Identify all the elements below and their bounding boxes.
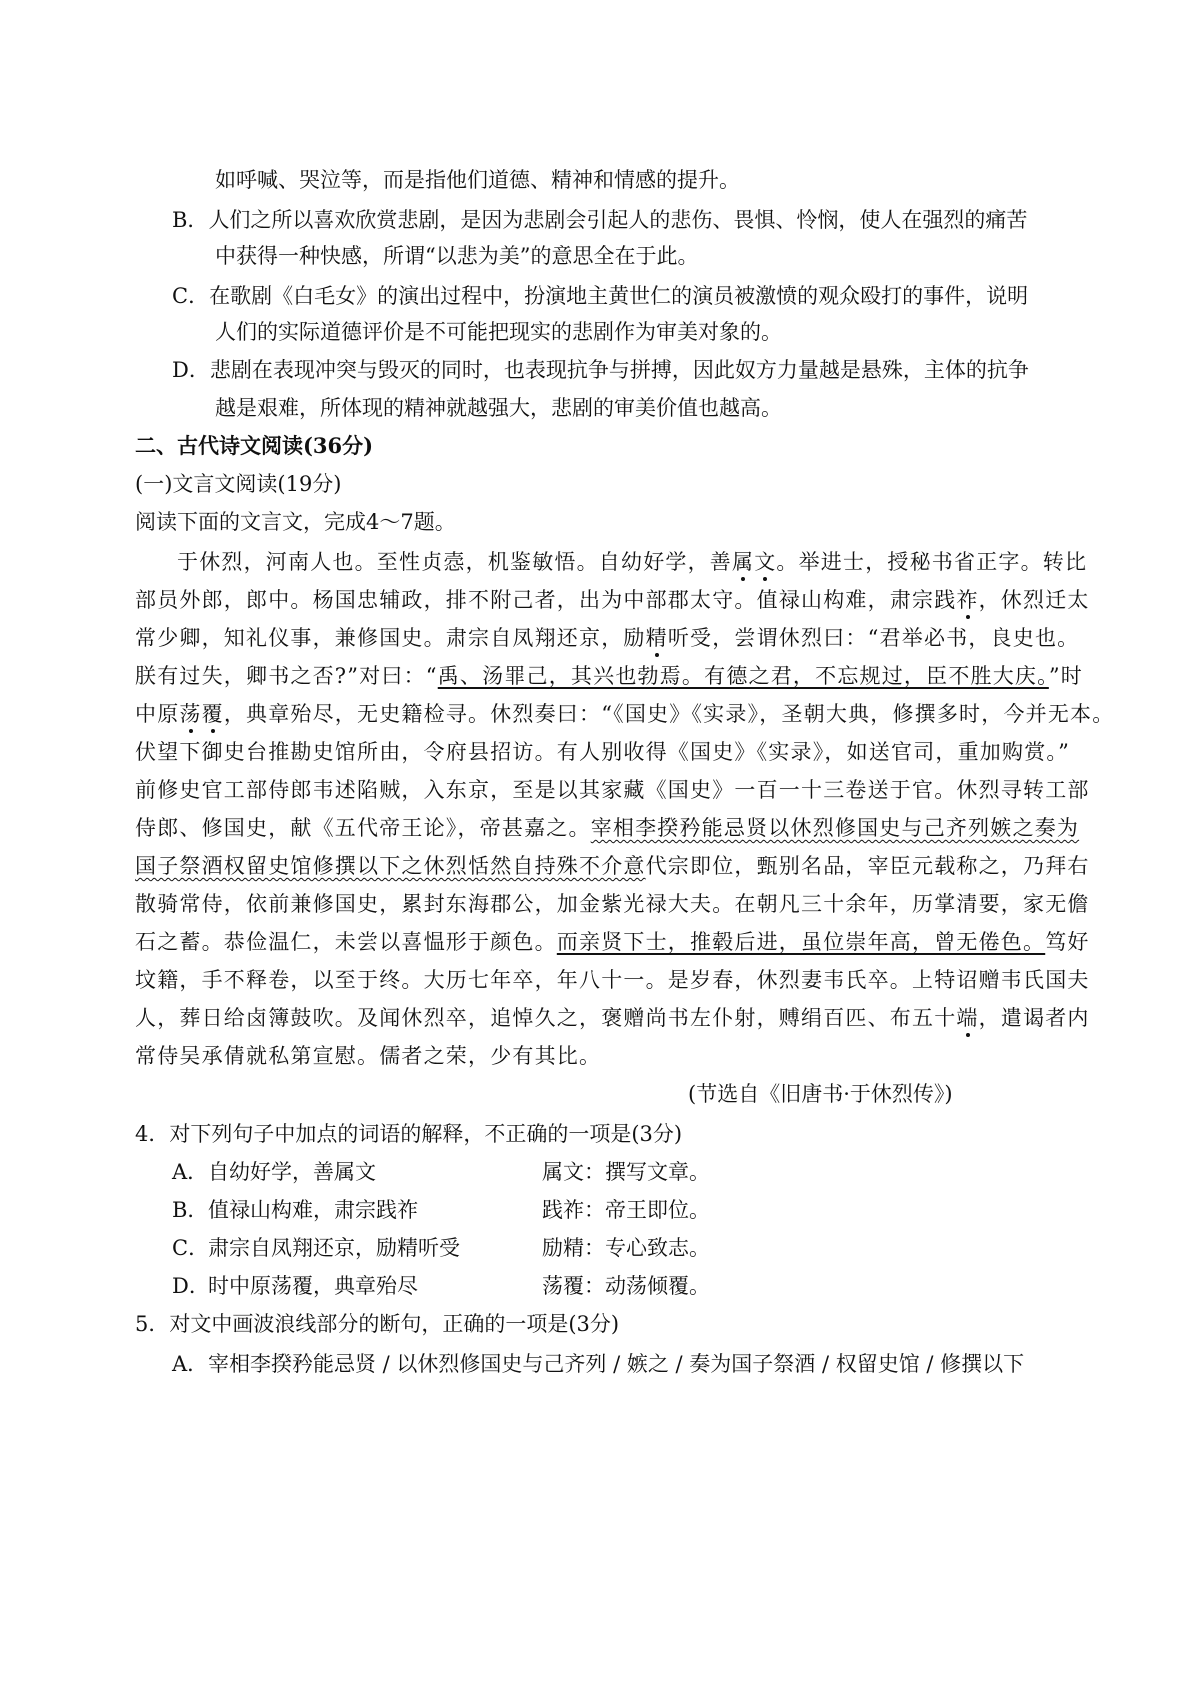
question-4-option-c: C．肃宗自凤翔还京，励精听受 励精：专心致志。 (172, 1236, 710, 1260)
option-c-line2: 人们的实际道德评价是不可能把现实的悲剧作为审美对象的。 (215, 320, 782, 344)
passage-line: 伏望下御史台推勘史馆所由，令府县招访。有人别收得《国史》《实录》，如送官司，重加购赏。” (135, 740, 1071, 764)
question-4-stem: 4．对下列句子中加点的词语的解释，不正确的一项是(3分) (135, 1122, 683, 1146)
question-5-stem: 5．对文中画波浪线部分的断句，正确的一项是(3分) (135, 1312, 620, 1336)
dotted-char: 覆 (201, 702, 224, 726)
passage-line: 朕有过失，卿书之否?”对曰：“禹、汤罪己，其兴也勃焉。有德之君，不忘规过，臣不胜大庆。”时 (135, 664, 1083, 688)
question-4-option-b: B．值禄山构难，肃宗践祚 践祚：帝王即位。 (172, 1198, 710, 1222)
dotted-char: 精 (645, 626, 668, 650)
dotted-char: 属 (732, 550, 755, 574)
passage-line: 石之蓄。恭俭温仁，未尝以喜愠形于颜色。而亲贤下士，推毂后进，虽位崇年高，曾无倦色。笃好 (135, 930, 1090, 954)
option-b-line2: 中获得一种快感，所谓“以悲为美”的意思全在于此。 (215, 244, 699, 268)
section-title: 二、古代诗文阅读(36分) (135, 433, 374, 458)
passage-line: 中原荡覆，典章殆尽，无史籍检寻。休烈奏曰：“《国史》《实录》，圣朝大典，修撰多时，今并无本。 (135, 702, 1115, 726)
dotted-char: 荡 (179, 702, 202, 726)
dotted-char: 祚 (956, 588, 979, 612)
underlined-sentence: 禹、汤罪己，其兴也勃焉。有德之君，不忘规过，臣不胜大庆。 (437, 664, 1049, 688)
passage-line: 前修史官工部侍郎韦述陷贼，入东京，至是以其家藏《国史》一百一十三卷送于官。休烈寻转工部 (135, 778, 1090, 802)
section-subtitle: (一)文言文阅读(19分) (135, 472, 342, 496)
option-d-text: 悲剧在表现冲突与毁灭的同时，也表现抗争与拼搏，因此奴方力量越是悬殊，主体的抗争 (209, 358, 1029, 382)
question-4-option-a: A．自幼好学，善属文 属文：撰写文章。 (172, 1160, 710, 1184)
wavy-underlined-text: 国子祭酒权留史馆修撰以下之休烈恬然自持殊不介意 (135, 854, 646, 878)
underlined-sentence: 而亲贤下士，推毂后进，虽位崇年高，曾无倦色。 (556, 930, 1046, 954)
option-d-line2: 越是艰难，所体现的精神就越强大，悲剧的审美价值也越高。 (215, 396, 782, 420)
option-b-text: 人们之所以喜欢欣赏悲剧，是因为悲剧会引起人的悲伤、畏惧、怜悯，使人在强烈的痛苦 (208, 208, 1028, 232)
passage-line: 人，葬日给卤簿鼓吹。及闻休烈卒，追悼久之，褒赠尚书左仆射，赙绢百匹、布五十端，遣谒者内 (135, 1006, 1090, 1030)
question-4-option-d: D．时中原荡覆，典章殆尽 荡覆：动荡倾覆。 (172, 1274, 710, 1298)
option-c-text: 在歌剧《白毛女》的演出过程中，扮演地主黄世仁的演员被激愤的观众殴打的事件，说明 (209, 284, 1029, 308)
option-a-continuation: 如呼喊、哭泣等，而是指他们道德、精神和情感的提升。 (215, 168, 740, 192)
option-d-label: D． (172, 358, 210, 382)
option-c-line1 (172, 282, 1028, 310)
passage-line: 国子祭酒权留史馆修撰以下之休烈恬然自持殊不介意代宗即位，甄别名品，宰臣元载称之，乃拜右 (135, 854, 1090, 878)
passage-line: 常少卿，知礼仪事，兼修国史。肃宗自凤翔还京，励精听受，尝谓休烈曰：“君举必书，良史也。 (135, 626, 1080, 650)
passage-line: 侍郎、修国史，献《五代帝王论》，帝甚嘉之。宰相李揆矜能忌贤以休烈修国史与己齐列嫉之奏为 (135, 816, 1080, 840)
option-b-label: B． (172, 208, 209, 232)
passage-line: 坟籍，手不释卷，以至于终。大历七年卒，年八十一。是岁春，休烈妻韦氏卒。上特诏赠韦氏国夫 (135, 968, 1090, 992)
dotted-char: 文 (754, 550, 777, 574)
section-instruction: 阅读下面的文言文，完成4～7题。 (135, 510, 456, 534)
option-c-label: C． (172, 284, 210, 308)
passage-line: 散骑常侍，依前兼修国史，累封东海郡公，加金紫光禄大夫。在朝凡三十余年，历掌清要，家无儋 (135, 892, 1090, 916)
dotted-char: 端 (956, 1006, 979, 1030)
passage-source: (节选自《旧唐书·于休烈传》) (688, 1082, 953, 1106)
wavy-underlined-text: 宰相李揆矜能忌贤以休烈修国史与己齐列嫉之奏为 (590, 816, 1080, 840)
passage-line: 于休烈，河南人也。至性贞悫，机鉴敏悟。自幼好学，善属文。举进士，授秘书省正字。转比 (177, 550, 1088, 574)
passage-line: 部员外郎，郎中。杨国忠辅政，排不附己者，出为中部郡太守。值禄山构难，肃宗践祚，休烈迁太 (135, 588, 1090, 612)
option-d-line1 (172, 356, 1029, 384)
question-5-option-a: A．宰相李揆矜能忌贤 / 以休烈修国史与己齐列 / 嫉之 / 奏为国子祭酒 / 权留史馆 / 修撰以下 (172, 1352, 1025, 1376)
passage-line: 常侍吴承倩就私第宣慰。儒者之荣，少有其比。 (135, 1044, 602, 1068)
option-b-line1 (172, 206, 1027, 234)
